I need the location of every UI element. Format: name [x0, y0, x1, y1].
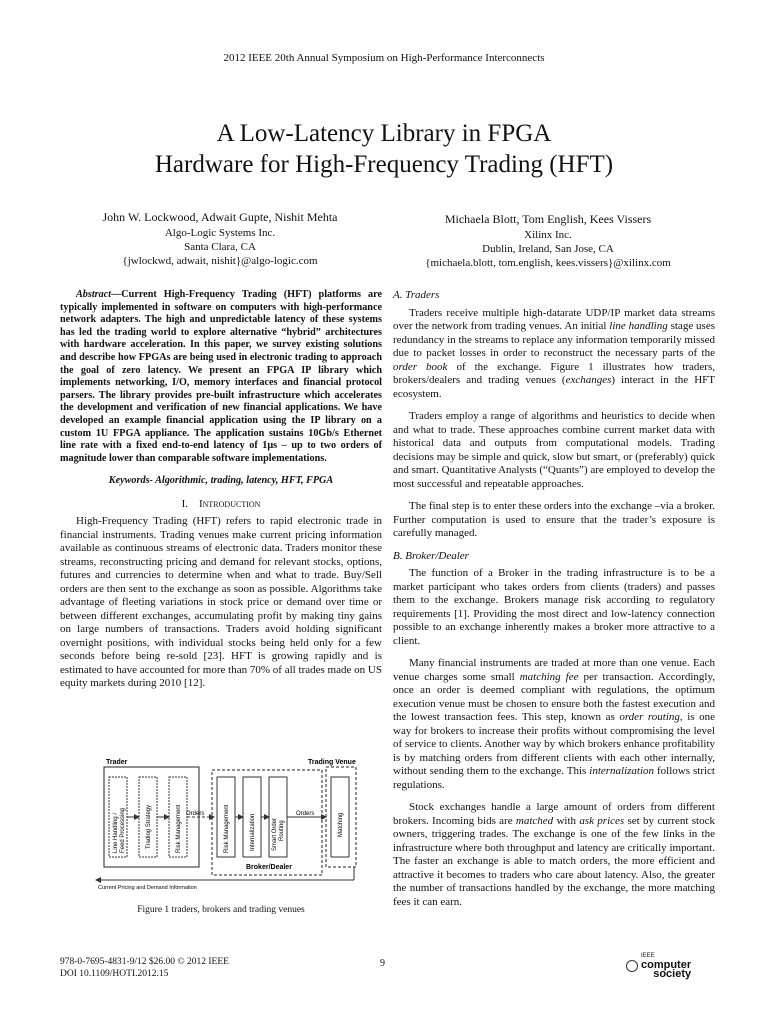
abstract-text: —Current High-Frequency Trading (HFT) platforms are typically implemented in software on computers with high-performance network adapters. The high and unpredictable latency of these systems has led the trading world to explore alternative “hybrid” architectures with hardware acceleration. In this paper, we survey existing solutions and describe how FPGAs are being used in electronic trading to approach the goal of zero latency. We present an FPGA IP library which implements networking, I/O, memory interfaces and financial protocol parsers. The library provides pre-built infrastructure which accelerates the development and verification of new financial applications. We have developed an example financial application using the IP library on a custom 1U FPGA appliance. The application sustains 10Gb/s Ethernet line rate with a fixed end-to-end latency of 1μs – up to two orders of magnitude lower than comparable software implementations.	[60, 289, 382, 464]
title-line-2: Hardware for High-Frequency Trading (HFT)	[154, 151, 614, 178]
section-number: I.	[181, 497, 188, 510]
logo-globe-icon	[626, 960, 638, 972]
fig-label-trader: Trader	[106, 759, 128, 766]
computer-society-logo	[626, 952, 691, 979]
title-line-1: A Low-Latency Library in FPGA	[216, 120, 552, 147]
logo-ieee: IEEE	[641, 953, 655, 959]
subsection-heading-broker: B. Broker/Dealer	[393, 549, 469, 562]
author-names: John W. Lockwood, Adwait Gupte, Nishit Mehta	[102, 210, 338, 224]
broker-paragraph-3: Stock exchanges handle a large amount of orders from different brokers. Incoming bids are matched with ask prices set by current stock owners, triggering trades. The exchange is one of the few links in the infrastructure where both throughput and latency are critically important. The faster an exchange is able to match orders, the more efficient and attractive it becomes to traders who care about latency. Also, the greater the number of transactions handled by the exchange, the more matching fees it can earn.	[393, 801, 715, 908]
fig-trading-strategy: Trading Strategy	[146, 804, 152, 849]
footer-left	[60, 956, 229, 980]
intro-paragraph: High-Frequency Trading (HFT) refers to rapid electronic trade in financial instruments. Trading venues make current pricing information available as continuous streams of electronic data. Traders monitor these streams, reconstructing pricing and demand for relevant stocks, options, futures and currencies to determine when and what to trade. Buy/Sell orders are then sent to the exchange as soon as possible. Algorithms take advantage of fleeting variations in stock price or demand over time or between different exchanges, accumulating profit by making tiny gains on large numbers of transactions. Traders avoid holding significant overnight positions, with individual stocks being held only for a few seconds before being re-sold [23]. HFT is growing rapidly and is estimated to have accounted for more than 70% of all trades made on US equity markets during 2010 [12].	[60, 515, 382, 690]
fig-smart-order: Smart Order	[272, 817, 278, 851]
footer-isbn: 978-0-7695-4831-9/12 $26.00 © 2012 IEEE	[60, 957, 229, 967]
broker-paragraph-2: Many financial instruments are traded at more than one venue. Each venue charges some small matching fee per transaction. Accordingly, once an order is deemed compliant with regulations, the optimum execution venue must be chosen to ensure both the fastest execution and the lowest transaction fees. This step, known as order routing, is one way for brokers to increase their profits without compromising the level of service to clients. Another way by which brokers enhance profitability is by matching orders from different clients with each other internally, without sending them to the exchange. This internalization follows strict regulations.	[393, 657, 715, 791]
author-email: {michaela.blott, tom.english, kees.vissers}@xilinx.com	[425, 257, 671, 269]
fig-orders-2: Orders	[296, 811, 315, 817]
section-title: Introduction	[198, 497, 261, 510]
fig-risk-mgmt-2: Risk Management	[224, 804, 230, 853]
section-heading-introduction	[60, 498, 382, 512]
figure-1-caption: Figure 1 traders, brokers and trading venues	[137, 905, 305, 915]
keywords: Keywords- Algorithmic, trading, latency, HFT, FPGA	[108, 475, 334, 487]
logo-computer: computer	[641, 959, 692, 971]
abstract	[60, 289, 382, 465]
logo-society: society	[653, 968, 692, 980]
figure-1-diagram	[86, 755, 386, 895]
author-org: Algo-Logic Systems Inc.	[164, 227, 276, 239]
figure-1	[86, 755, 386, 895]
fig-current-pricing: Current Pricing and Demand Information	[98, 885, 197, 891]
traders-paragraph-1: Traders receive multiple high-datarate UDP/IP market data streams over the network from trading venues. An initial line handling stage uses redundancy in the streams to replace any information temporarily missed due to packet losses in order to reconstruct the necessary parts of the order book of the exchange. Figure 1 illustrates how traders, brokers/dealers and trading venues (exchanges) interact in the HFT ecosystem.	[393, 306, 716, 400]
fig-label-trading-venue: Trading Venue	[308, 759, 356, 766]
traders-paragraph-3: The final step is to enter these orders into the exchange –via a broker. Further computation is used to ensure that the trader’s exposure is carefully managed.	[393, 500, 715, 539]
left-column	[60, 289, 382, 691]
broker-paragraph-1: The function of a Broker in the trading infrastructure is to be a market participant who takes orders from clients (traders) and passes them to the exchange. Brokers manage risk according to regulatory requirements [1]. Providing the most direct and low-latency connection possible to an exchange inherently makes a broker more attractive to a client.	[393, 567, 715, 647]
fig-internalization: Internalization	[250, 813, 256, 851]
right-column	[393, 289, 715, 909]
fig-broker-dealer: Broker/Dealer	[246, 864, 292, 871]
footer-doi: DOI 10.1109/HOTI.2012.15	[60, 969, 169, 979]
traders-paragraph-2: Traders employ a range of algorithms and heuristics to decide when and what to trade. These approaches combine current market data with historical data and outputs from computational models. Trading decisions may be simple and quick, slow but smart, or (preferably) quick and smart. Quantitative Analysts (“Quants”) are employed to develop the most successful and repeatable approaches.	[393, 410, 715, 490]
conference-header: 2012 IEEE 20th Annual Symposium on High-Performance Interconnects	[223, 52, 545, 64]
fig-line-handling: Line Handling /	[113, 812, 119, 853]
fig-routing: Routing	[279, 820, 285, 841]
fig-risk-mgmt-1: Risk Management	[176, 804, 182, 853]
author-block-right	[388, 212, 708, 270]
author-location: Santa Clara, CA	[184, 241, 256, 253]
abstract-label: Abstract	[76, 289, 112, 300]
page-number: 9	[380, 958, 385, 969]
fig-matching: Matching	[338, 812, 344, 837]
paper-title	[0, 118, 768, 180]
author-names: Michaela Blott, Tom English, Kees Vissers	[444, 212, 652, 226]
author-org: Xilinx Inc.	[524, 229, 572, 241]
fig-feed-processing: Feed Processing	[120, 807, 126, 853]
author-email: {jwlockwd, adwait, nishit}@algo-logic.com	[122, 255, 318, 267]
author-block-left	[60, 210, 380, 268]
subsection-heading-traders: A. Traders	[393, 289, 440, 301]
fig-orders-1: Orders	[186, 811, 205, 817]
author-location: Dublin, Ireland, San Jose, CA	[482, 243, 614, 255]
